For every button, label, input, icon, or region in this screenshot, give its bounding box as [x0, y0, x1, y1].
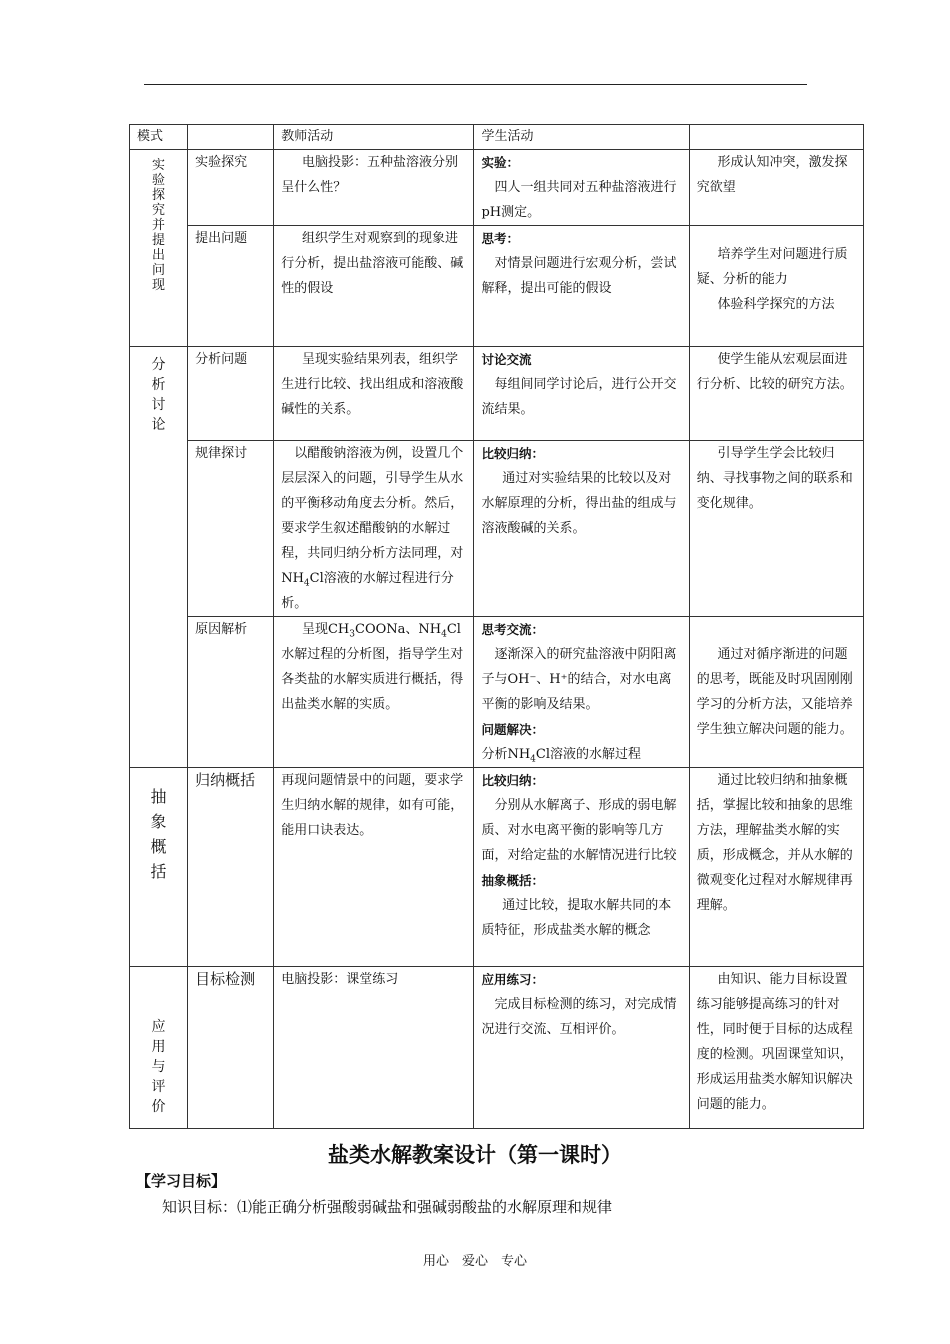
step-cell: 规律探讨 [188, 441, 274, 617]
teacher-cell [274, 226, 474, 347]
student-label: 比较归纳： [481, 446, 544, 461]
teacher-cell [274, 617, 474, 768]
student-cell [474, 967, 689, 1129]
purpose-cell [689, 617, 863, 768]
purpose-cell [689, 226, 863, 347]
table-row [130, 347, 864, 441]
table-row [130, 441, 864, 617]
table-row [130, 768, 864, 967]
student-cell [474, 226, 689, 347]
mode-cell [130, 768, 188, 967]
mode-label: 分析讨论 [151, 357, 166, 433]
teacher-text: 呈现实验结果列表，组织学生进行比较、找出组成和溶液酸碱性的关系。 [281, 352, 464, 417]
student-label: 比较归纳： [481, 773, 544, 788]
teacher-text: 以醋酸钠溶液为例，设置几个层层深入的问题，引导学生从水的平衡移动角度去分析。然后，要求学生叙述醋酸钠的水解过程，共同归纳分析方法同理，对$NH_4Cl$溶液的水解过程进行分析。 [281, 446, 464, 611]
step-cell: 原因解析 [188, 617, 274, 768]
student-label-2: 问题解决： [481, 722, 544, 737]
student-label: 讨论交流 [481, 352, 532, 367]
mode-label: 实验探究并提出问现 [152, 158, 166, 293]
student-label: 思考： [481, 231, 519, 246]
student-label: 实验： [481, 155, 519, 170]
purpose-text: 使学生能从宏观层面进行分析、比较的研究方法。 [696, 352, 853, 392]
purpose-text: 引导学生学会比较归纳、寻找事物之间的联系和变化规律。 [696, 446, 853, 511]
student-text: 通过对实验结果的比较以及对水解原理的分析，得出盐的组成与溶液酸碱的关系。 [481, 471, 677, 536]
student-text-2: 通过比较，提取水解共同的本质特征，形成盐类水解的概念 [481, 898, 672, 938]
purpose-text: 培养学生对问题进行质疑、分析的能力 [696, 247, 848, 287]
teacher-cell [274, 441, 474, 617]
table-row [130, 967, 864, 1129]
purpose-cell [689, 150, 863, 226]
goals-text: 知识目标：⑴能正确分析强酸弱碱盐和强碱弱酸盐的水解原理和规律 [162, 1198, 613, 1216]
goals-heading: 【学习目标】 [136, 1172, 227, 1190]
student-text: 逐渐深入的研究盐溶液中阴阳离子与OH⁻、H⁺的结合，对水电离平衡的影响及结果。 [481, 647, 677, 712]
step-cell: 分析问题 [188, 347, 274, 441]
teacher-cell [274, 347, 474, 441]
table-row [130, 226, 864, 347]
lesson-design-table [129, 124, 864, 1129]
table-row [130, 150, 864, 226]
purpose-cell [689, 347, 863, 441]
step-cell: 实验探究 [188, 150, 274, 226]
teacher-text: 呈现$CH_3COONa$、$NH_4Cl$水解过程的分析图，指导学生对各类盐的水解实质进行概括，得出盐类水解的实质。 [281, 622, 464, 712]
student-text: 完成目标检测的练习，对完成情况进行交流、互相评价。 [481, 997, 677, 1037]
student-cell [474, 768, 689, 967]
mode-label: 应用与评价 [151, 1019, 166, 1115]
teacher-cell [274, 967, 474, 1129]
mode-cell [130, 967, 188, 1129]
header-teacher: 教师活动 [274, 125, 474, 150]
teacher-text: 组织学生对观察到的现象进行分析，提出盐溶液可能酸、碱性的假设 [281, 231, 464, 296]
student-text: 对情景问题进行宏观分析，尝试解释，提出可能的假设 [481, 256, 677, 296]
mode-cell [130, 347, 188, 768]
teacher-text: 电脑投影：五种盐溶液分别呈什么性？ [281, 155, 458, 195]
table-row [130, 617, 864, 768]
student-label: 思考交流： [481, 622, 544, 637]
student-cell [474, 617, 689, 768]
teacher-text: 电脑投影：课堂练习 [281, 972, 399, 987]
teacher-text: 再现问题情景中的问题，要求学生归纳水解的规律，如有可能，能用口诀表达。 [281, 773, 464, 838]
purpose-text: 形成认知冲突，激发探究欲望 [696, 155, 848, 195]
purpose-text-2: 体验科学探究的方法 [717, 297, 835, 312]
mode-label: 抽象概括 [150, 787, 167, 881]
purpose-text: 由知识、能力目标设置练习能够提高练习的针对性，同时便于目标的达成程度的检测。巩固课堂知识，形成运用盐类水解知识解决问题的能力。 [696, 972, 853, 1112]
step-cell: 归纳概括 [188, 768, 274, 967]
header-purpose [689, 125, 863, 150]
step-cell: 提出问题 [188, 226, 274, 347]
header-step [188, 125, 274, 150]
page-footer: 用心 爱心 专心 [422, 1254, 527, 1269]
step-cell: 目标检测 [188, 967, 274, 1129]
purpose-cell [689, 768, 863, 967]
student-text: 每组间同学讨论后，进行公开交流结果。 [481, 377, 677, 417]
table-header-row [130, 125, 864, 150]
student-cell [474, 441, 689, 617]
student-label-2: 抽象概括： [481, 873, 544, 888]
purpose-text: 通过对循序渐进的问题的思考，既能及时巩固刚刚学习的分析方法，又能培养学生独立解决问题的能力。 [696, 647, 853, 737]
header-mode: 模式 [130, 125, 188, 150]
purpose-cell [689, 441, 863, 617]
student-cell [474, 347, 689, 441]
teacher-cell [274, 150, 474, 226]
page-title: 盐类水解教案设计（第一课时） [328, 1143, 622, 1167]
header-student: 学生活动 [474, 125, 689, 150]
purpose-cell [689, 967, 863, 1129]
header-rule [144, 84, 807, 85]
student-text: 分别从水解离子、形成的弱电解质、对水电离平衡的影响等几方面，对给定盐的水解情况进行比较 [481, 798, 677, 863]
student-cell [474, 150, 689, 226]
teacher-cell [274, 768, 474, 967]
student-text: 四人一组共同对五种盐溶液进行pH测定。 [481, 180, 677, 220]
mode-cell [130, 150, 188, 347]
student-text-2: 分析$NH_4Cl$溶液的水解过程 [481, 747, 642, 765]
student-label: 应用练习： [481, 972, 544, 987]
purpose-text: 通过比较归纳和抽象概括，掌握比较和抽象的思维方法，理解盐类水解的实质，形成概念，并从水解的微观变化过程对水解规律再理解。 [696, 773, 853, 913]
